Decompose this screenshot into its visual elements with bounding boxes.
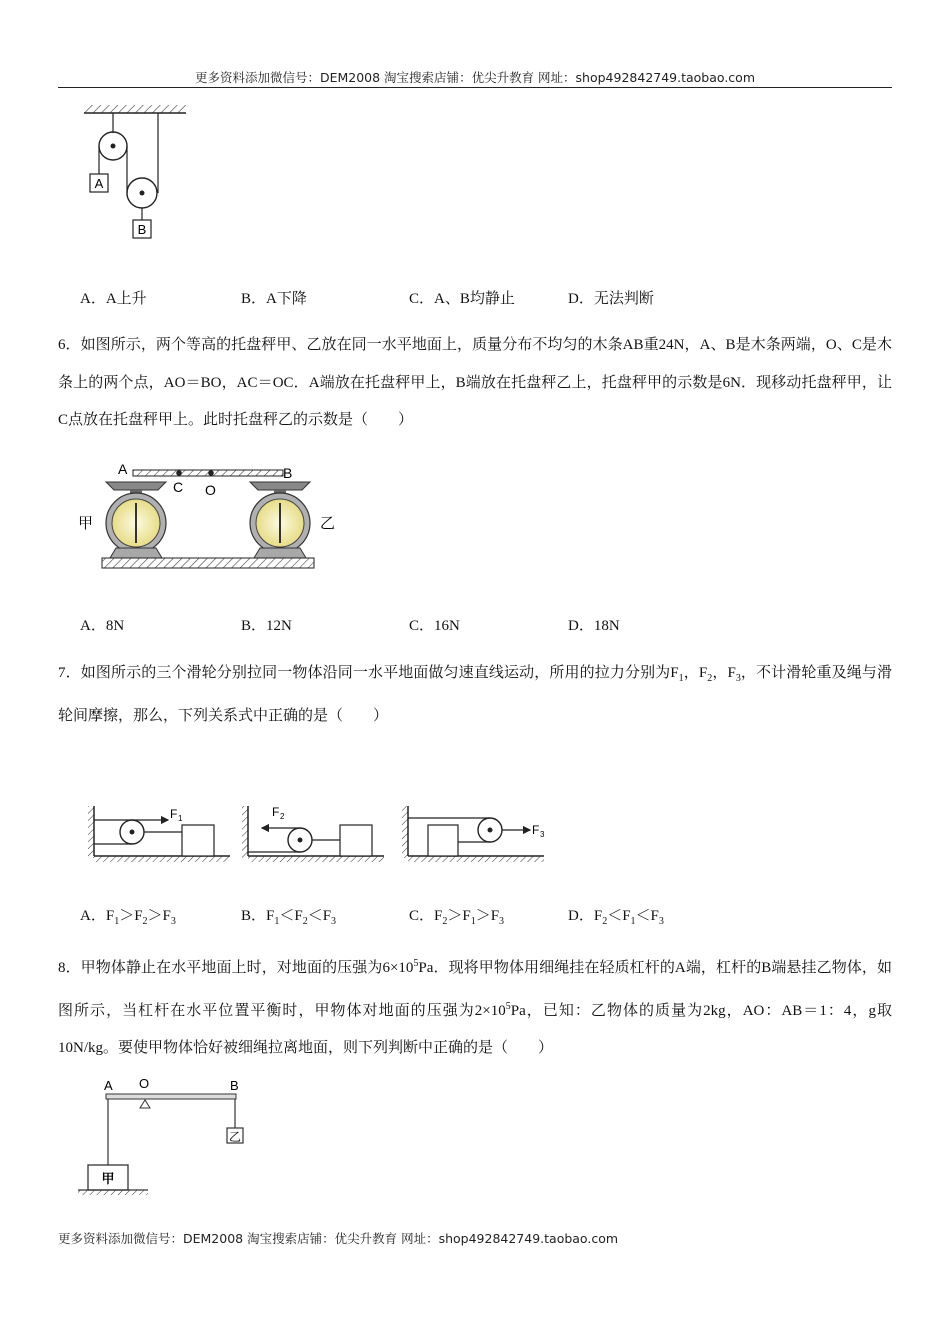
q5-option-c[interactable]: C．A、B均静止 (409, 291, 515, 307)
q6-option-b[interactable]: B．12N (241, 618, 292, 634)
q6-option-d[interactable]: D．18N (568, 618, 620, 634)
q6-text: 6．如图所示，两个等高的托盘秤甲、乙放在同一水平地面上，质量分布不均匀的木条AB重24N，A、B是木条两端，O、C是木条上的两个点，AO＝BO，AC＝OC．A端放在托盘秤甲上，B端放在托盘秤乙上，托盘秤甲的示数是6N．现移动托盘秤甲，让C点放在托盘秤甲上。此时托盘秤乙的示数是（ ） (58, 337, 892, 428)
label-o: O (205, 482, 216, 498)
q6-scales-figure (78, 458, 348, 573)
label-a: A (104, 1078, 113, 1093)
q7-option-d[interactable]: D．$F_2<F_1<F_3$ (568, 908, 664, 927)
label-o: O (139, 1076, 150, 1091)
page-header: 更多资料添加微信号：DEM2008 淘宝搜索店铺：优尖升教育 网址：shop492842749.taobao.com (194, 70, 756, 85)
label-b: B (283, 465, 293, 481)
q5-option-d[interactable]: D．无法判断 (568, 291, 654, 307)
q8-lever-figure (76, 1074, 256, 1199)
q6-option-c[interactable]: C．16N (409, 618, 460, 634)
label-jia: 甲 (101, 1172, 115, 1187)
q8-text: 8．甲物体静止在水平地面上时，对地面的压强为$6\times 10^5Pa$．现将甲物体用细绳挂在轻质杠杆的A端，杠杆的B端悬挂乙物体，如图所示，当杠杆在水平位置平衡时，甲物体对地面的压强为$2\times 10^5Pa$，已知：乙物体的质量为2kg，AO：AB＝1：4，g取10N/kg。要使甲物体恰好被细绳拉离地面，则下列判断中正确的是（ ） (58, 958, 893, 1056)
label-b: B (137, 222, 147, 237)
label-f3: F (532, 823, 540, 837)
q7-option-c[interactable]: C．$F_2>F_1>F_3$ (409, 908, 505, 927)
label-f2: F (272, 805, 280, 819)
q7-option-b[interactable]: B．$F_1<F_2<F_3$ (241, 908, 337, 927)
page-footer: 更多资料添加微信号：DEM2008 淘宝搜索店铺：优尖升教育 网址：shop492842749.taobao.com (58, 1231, 619, 1246)
label-f1: F (170, 807, 178, 821)
q5-option-a[interactable]: A．A上升 (80, 291, 147, 307)
label-a: A (94, 176, 104, 191)
label-f3-sub: 3 (540, 830, 545, 839)
label-yi: 乙 (228, 1130, 242, 1144)
q5-option-b[interactable]: B．A下降 (241, 291, 307, 307)
label-yi: 乙 (320, 514, 336, 532)
label-jia: 甲 (78, 514, 94, 532)
label-f1-sub: 1 (178, 814, 183, 823)
header-rule (58, 87, 892, 88)
label-f2-sub: 2 (280, 812, 285, 821)
q7-text: 7．如图所示的三个滑轮分别拉同一物体沿同一水平地面做匀速直线运动，所用的拉力分别为$F_1$，$F_2$，$F_3$，不计滑轮重及绳与滑轮间摩擦，那么，下列关系式中正确的是（ ） (58, 665, 892, 724)
q7-option-a[interactable]: A．$F_1>F_2>F_3$ (80, 908, 176, 927)
label-a: A (118, 461, 128, 477)
label-c: C (173, 479, 184, 495)
q7-pulleys-figure (82, 798, 552, 864)
q6-option-a[interactable]: A．8N (80, 618, 125, 634)
q5-pulley-figure (80, 100, 200, 250)
label-b: B (230, 1078, 239, 1093)
